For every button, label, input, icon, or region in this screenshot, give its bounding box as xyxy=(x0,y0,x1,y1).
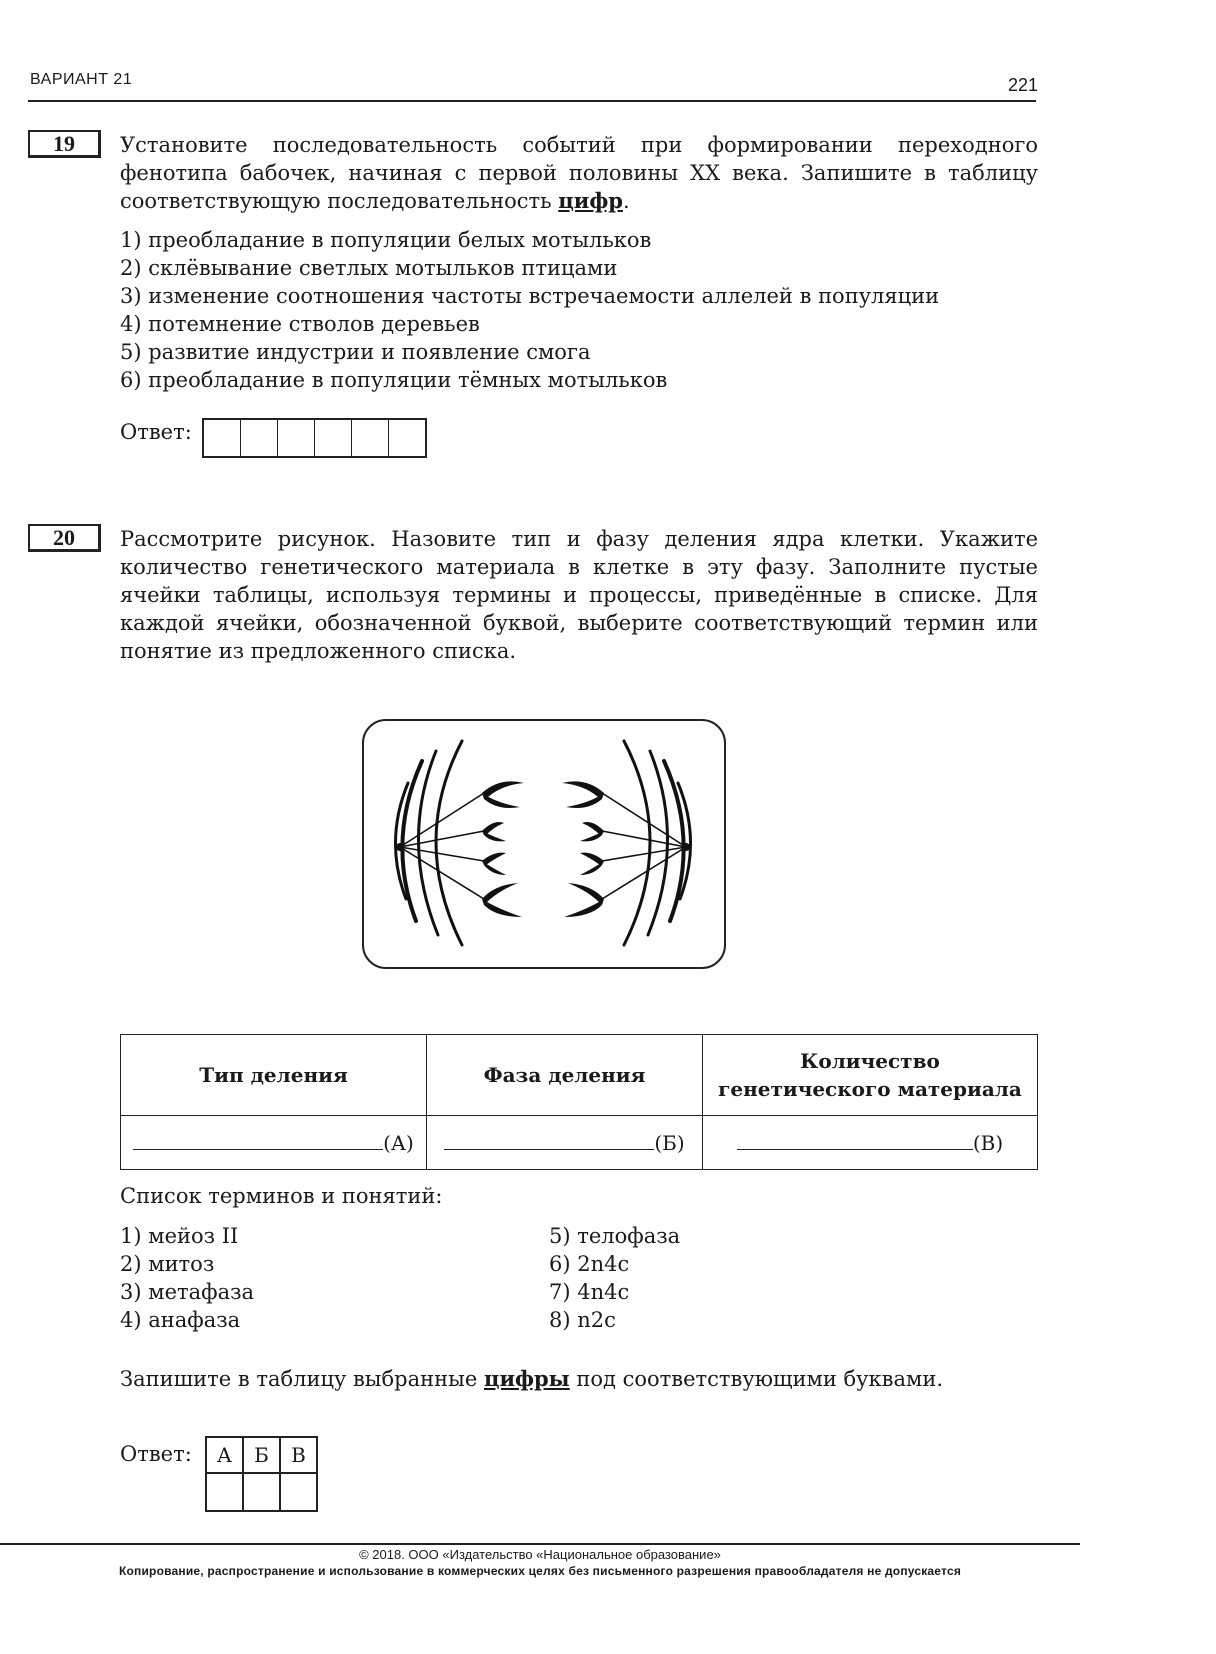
cell-b[interactable] xyxy=(427,1116,703,1170)
footer-notice: Копирование, распространение и использование в коммерческих целях без письменного разрешения правообладателя не допускается xyxy=(118,1564,962,1578)
q20-answer-label: Ответ: xyxy=(120,1442,192,1466)
q19-answer-cell[interactable] xyxy=(204,420,241,456)
answer-letter-v: В xyxy=(280,1437,317,1473)
footer-divider xyxy=(0,1543,1080,1545)
term-7: 7) 4n4c xyxy=(549,1280,630,1304)
page-number: 221 xyxy=(1007,75,1038,95)
q19-option-4: 4) потемнение стволов деревьев xyxy=(120,312,480,336)
q19-answer-cells[interactable] xyxy=(202,418,427,458)
answer-letter-b: Б xyxy=(243,1437,280,1473)
term-4: 4) анафаза xyxy=(120,1308,241,1332)
q20-line-2: количество генетического материала в клетке в эту фазу. Заполните пустые xyxy=(120,555,1038,579)
term-6: 6) 2n4c xyxy=(549,1252,630,1276)
terms-left-column xyxy=(120,1222,254,1334)
cell-v[interactable] xyxy=(703,1116,1038,1170)
cell-a-label: (А) xyxy=(383,1130,414,1155)
question-20-text xyxy=(120,525,1038,665)
cell-a[interactable] xyxy=(121,1116,427,1170)
q19-line-3-text: соответствующую последовательность xyxy=(120,189,559,213)
q19-line-3-end: . xyxy=(622,189,630,213)
cell-b-label: (Б) xyxy=(654,1130,685,1155)
q19-line-2: фенотипа бабочек, начиная с первой половины XX века. Запишите в таблицу xyxy=(120,161,1038,185)
footer-copyright: © 2018. ООО «Издательство «Национальное образование» xyxy=(359,1547,721,1562)
header-division-type: Тип деления xyxy=(121,1035,427,1116)
q19-option-2: 2) склёвывание светлых мотыльков птицами xyxy=(120,256,618,280)
question-19-number: 19 xyxy=(28,130,101,158)
answer-cell-a[interactable] xyxy=(206,1473,243,1511)
q19-option-3: 3) изменение соотношения частоты встречаемости аллелей в популяции xyxy=(120,284,940,308)
q20-line-1: Рассмотрите рисунок. Назовите тип и фазу деления ядра клетки. Укажите xyxy=(120,527,1038,551)
answer-letter-a: А xyxy=(206,1437,243,1473)
term-2: 2) митоз xyxy=(120,1252,215,1276)
q20-instruction xyxy=(120,1366,943,1391)
header-division-phase: Фаза деления xyxy=(427,1035,703,1116)
q19-line-1: Установите последовательность событий при формировании переходного xyxy=(120,133,1038,157)
term-3: 3) метафаза xyxy=(120,1280,255,1304)
q19-emphasis-digits: цифр xyxy=(558,188,623,213)
cell-division-figure xyxy=(362,719,726,969)
header-divider xyxy=(28,100,1036,102)
q19-answer-label: Ответ: xyxy=(120,420,192,444)
header-genetic-material-line-2: генетического материала xyxy=(718,1077,1022,1101)
header-genetic-material xyxy=(703,1035,1038,1116)
term-5: 5) телофаза xyxy=(549,1224,681,1248)
q20-instruction-text: Запишите в таблицу выбранные xyxy=(120,1367,484,1391)
term-1: 1) мейоз II xyxy=(120,1224,239,1248)
variant-title: ВАРИАНТ 21 xyxy=(30,71,133,88)
header-genetic-material-line-1: Количество xyxy=(800,1049,940,1073)
question-20-number: 20 xyxy=(28,524,101,552)
q19-option-6: 6) преобладание в популяции тёмных мотыльков xyxy=(120,368,668,392)
q19-line-3 xyxy=(120,187,1038,215)
q19-answer-cell[interactable] xyxy=(241,420,278,456)
question-19-text xyxy=(120,131,1038,215)
q19-option-1: 1) преобладание в популяции белых мотыльков xyxy=(120,228,652,252)
q20-line-5: понятие из предложенного списка. xyxy=(120,639,517,663)
q19-option-5: 5) развитие индустрии и появление смога xyxy=(120,340,591,364)
answer-cell-v[interactable] xyxy=(280,1473,317,1511)
division-table xyxy=(120,1034,1038,1170)
q20-answer-grid xyxy=(205,1436,318,1512)
q19-answer-cell[interactable] xyxy=(278,420,315,456)
q20-emphasis-digits: цифры xyxy=(483,1366,570,1391)
anaphase-illustration xyxy=(364,721,724,967)
q19-answer-cell[interactable] xyxy=(352,420,389,456)
terms-title: Список терминов и понятий: xyxy=(120,1184,443,1208)
q20-line-4: каждой ячейки, обозначенной буквой, выберите соответствующий термин или xyxy=(120,611,1038,635)
term-8: 8) n2c xyxy=(549,1308,616,1332)
q19-answer-cell[interactable] xyxy=(389,420,425,456)
q20-instruction-end: под соответствующими буквами. xyxy=(569,1367,944,1391)
q19-options-list xyxy=(120,226,939,394)
q20-line-3: ячейки таблицы, используя термины и процессы, приведённые в списке. Для xyxy=(120,583,1038,607)
q19-answer-cell[interactable] xyxy=(315,420,352,456)
answer-cell-b[interactable] xyxy=(243,1473,280,1511)
cell-v-label: (В) xyxy=(972,1130,1004,1155)
terms-right-column xyxy=(549,1222,680,1334)
